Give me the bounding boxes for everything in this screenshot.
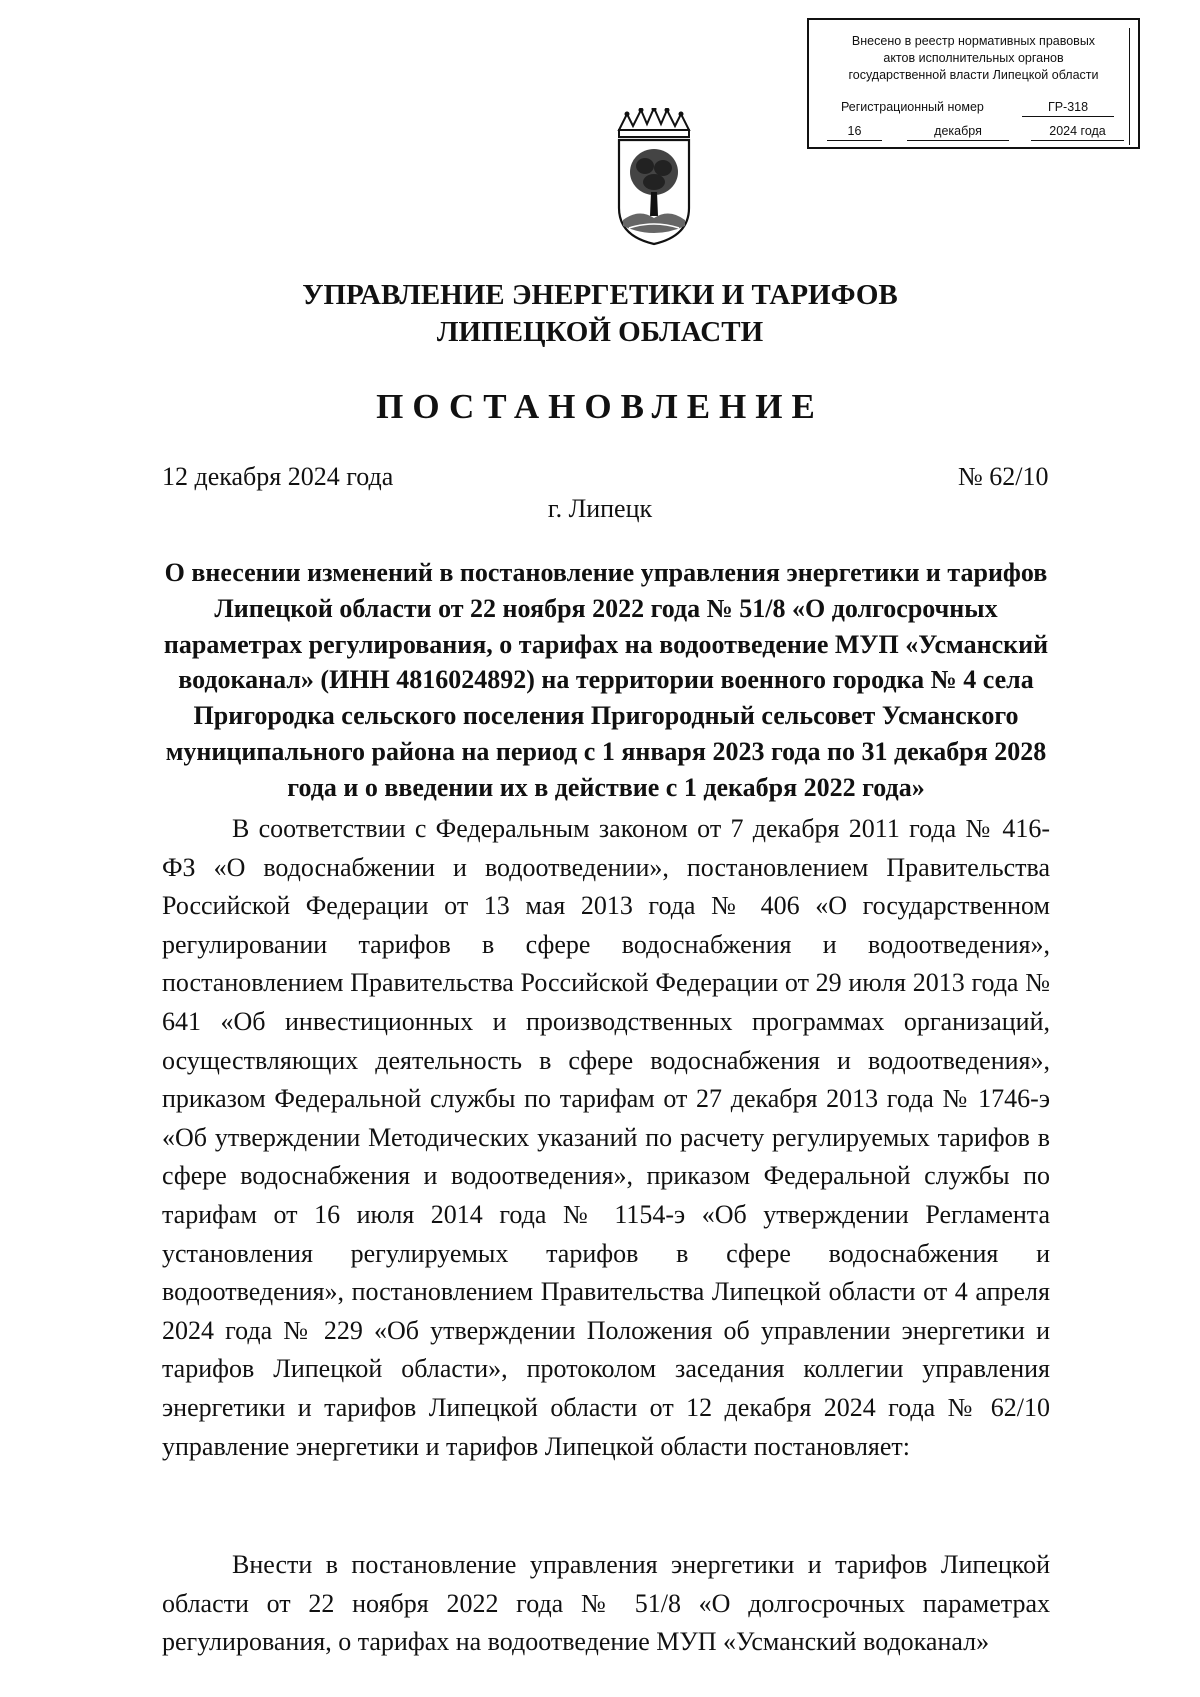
organization-name-line-2: ЛИПЕЦКОЙ ОБЛАСТИ (436, 316, 764, 348)
document-type: ПОСТАНОВЛЕНИЕ (376, 387, 824, 426)
stamp-month: декабря (907, 123, 1009, 141)
lipetsk-coat-of-arms-icon (609, 108, 699, 248)
stamp-line-1: Внесено в реестр нормативных правовых (851, 34, 1096, 48)
stamp-year: 2024 года (1031, 123, 1124, 141)
body-paragraph-1: В соответствии с Федеральным законом от 7 декабря 2011 года № 416-ФЗ «О водоснабжении и водоотведении», постановлением Правительства Российской Федерации от 13 мая 2013 года № 406 «О государственном регулировании тарифов в сфере водоснабжения и водоотведения», постановлением Правительства Российской Федерации от 29 июля 2013 года № 641 «Об инвестиционных и производственных программах организаций, осуществляющих деятельность в сфере водоснабжения и водоотведения», приказом Федеральной службы по тарифам от 27 декабря 2013 года № 1746-э «Об утверждении Методических указаний по расчету регулируемых тарифов в сфере водоснабжения и водоотведения», приказом Федеральной службы по тарифам от 16 июля 2014 года № 1154-э «Об утверждении Регламента установления регулируемых тарифов в сфере водоснабжения и водоотведения», постановлением Правительства Липецкой области от 4 апреля 2024 года № 229 «Об утверждении Положения об управлении энергетики и тарифов Липецкой области», протоколом заседания коллегии управления энергетики и тарифов Липецкой области от 12 декабря 2024 года № 62/10 управление энергетики и тарифов Липецкой области постановляет: (162, 814, 1050, 1461)
document-title: О внесении изменений в постановление управления энергетики и тарифов Липецкой области от 22 ноября 2022 года № 51/8 «О долгосрочных параметрах регулирования, о тарифах на водоотведение МУП «Усманский водоканал» (ИНН 4816024892) на территории военного городка № 4 села Пригородка сельского поселения Пригородный сельсовет Усманского муниципального района на период с 1 января 2023 года по 31 декабря 2028 года и о введении их в действие с 1 декабря 2022 года» (163, 558, 1049, 802)
stamp-day: 16 (827, 123, 882, 141)
document-date: 12 декабря 2024 года (162, 462, 394, 491)
stamp-border-line (1129, 28, 1130, 145)
body-paragraph-2: Внести в постановление управления энергетики и тарифов Липецкой области от 22 ноября 2022 года № 51/8 «О долгосрочных параметрах регулирования, о тарифах на водоотведение МУП «Усманский водоканал» (162, 1550, 1050, 1657)
document-city: г. Липецк (547, 494, 653, 523)
stamp-reg-label: Регистрационный номер (841, 100, 984, 114)
registry-stamp (807, 18, 1140, 149)
document-number: № 62/10 (958, 462, 1049, 491)
organization-name-line-1: УПРАВЛЕНИЕ ЭНЕРГЕТИКИ И ТАРИФОВ (302, 279, 898, 311)
stamp-line-3: государственной власти Липецкой области (848, 68, 1099, 82)
stamp-reg-number: ГР-318 (1022, 99, 1114, 117)
organization-name (0, 277, 1200, 351)
stamp-line-2: актов исполнительных органов (883, 51, 1064, 65)
